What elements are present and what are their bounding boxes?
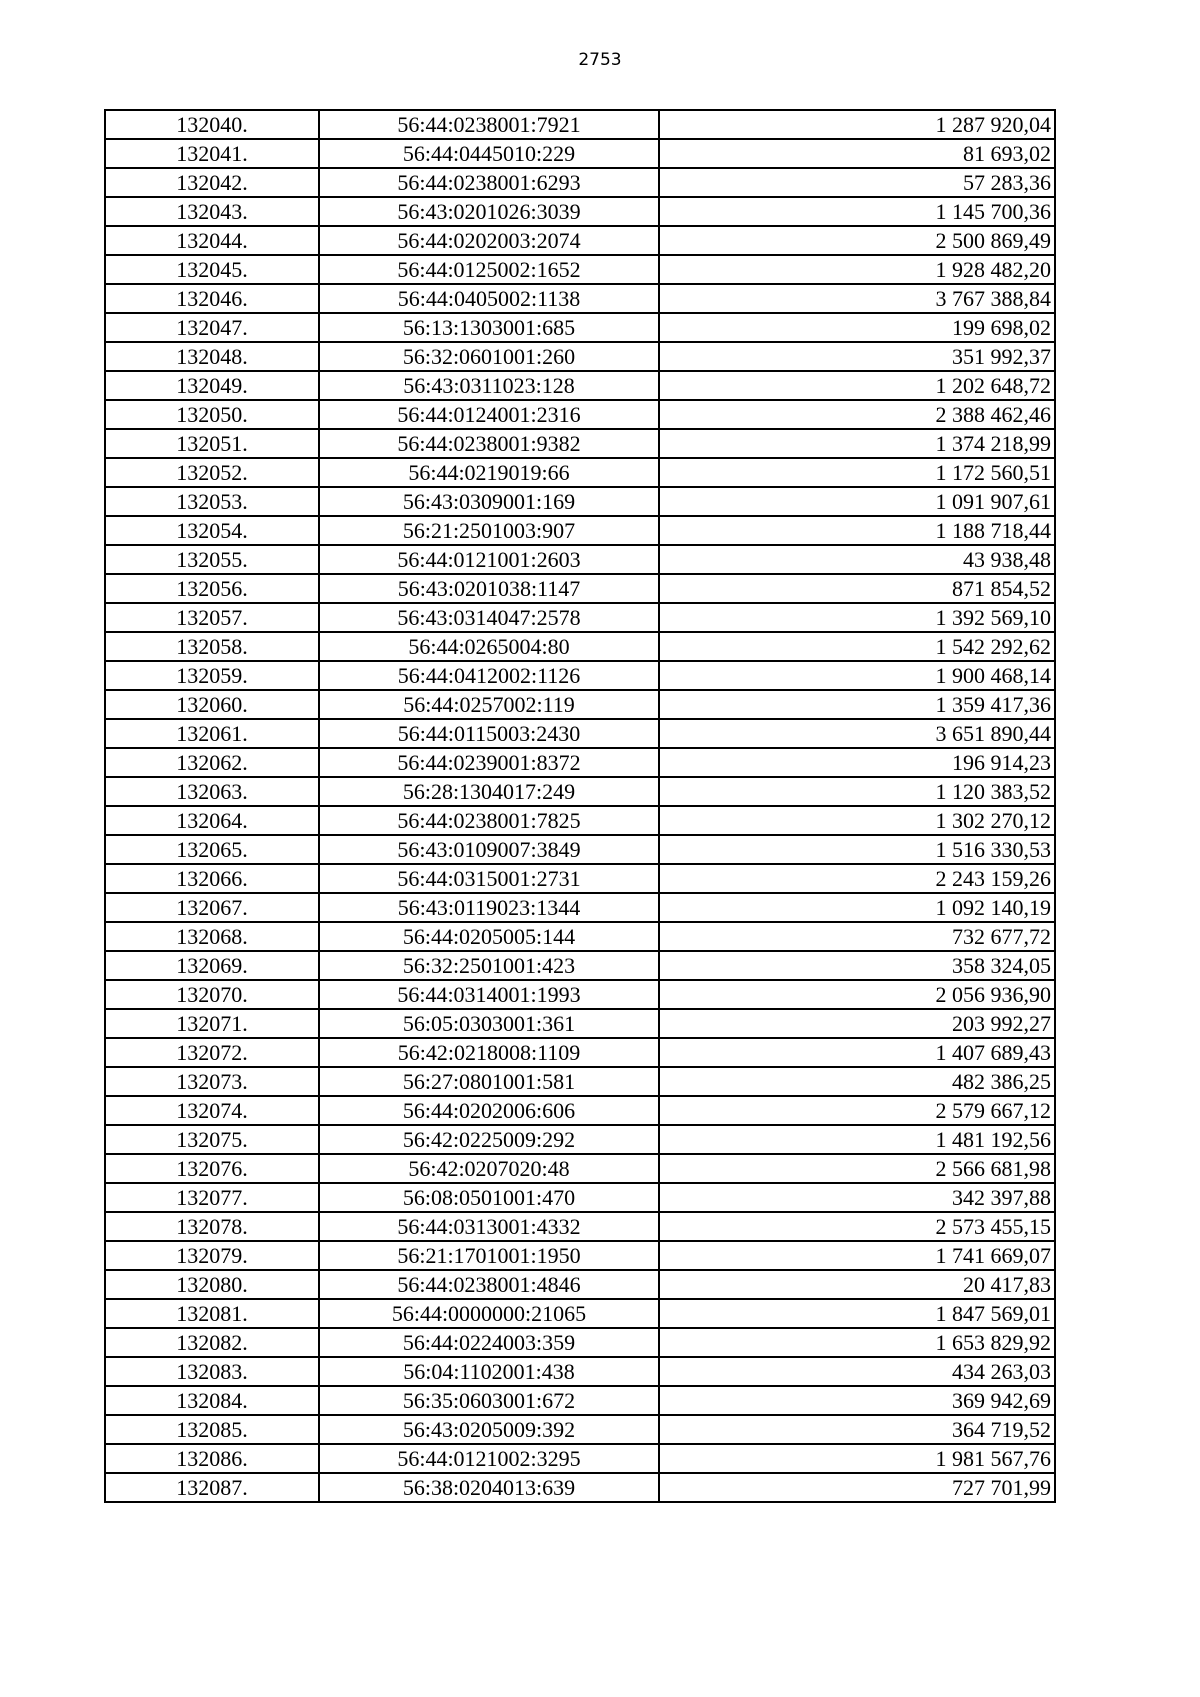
table-row: [105, 1270, 1055, 1299]
row-number-cell: 132073.: [105, 1067, 319, 1096]
value-cell: 3 651 890,44: [659, 719, 1055, 748]
value-cell: 1 287 920,04: [659, 110, 1055, 139]
table-row: [105, 574, 1055, 603]
table-row: [105, 110, 1055, 139]
value-cell: 1 741 669,07: [659, 1241, 1055, 1270]
row-number-cell: 132071.: [105, 1009, 319, 1038]
cadastral-number-cell: 56:32:2501001:423: [319, 951, 659, 980]
cadastral-number-cell: 56:44:0115003:2430: [319, 719, 659, 748]
cadastral-number-cell: 56:44:0219019:66: [319, 458, 659, 487]
table-row: [105, 1183, 1055, 1212]
value-cell: 43 938,48: [659, 545, 1055, 574]
cadastral-number-cell: 56:32:0601001:260: [319, 342, 659, 371]
value-cell: 732 677,72: [659, 922, 1055, 951]
table-row: [105, 632, 1055, 661]
cadastral-number-cell: 56:04:1102001:438: [319, 1357, 659, 1386]
value-cell: 342 397,88: [659, 1183, 1055, 1212]
cadastral-number-cell: 56:35:0603001:672: [319, 1386, 659, 1415]
table-row: [105, 255, 1055, 284]
table-row: [105, 1241, 1055, 1270]
cadastral-number-cell: 56:44:0000000:21065: [319, 1299, 659, 1328]
table-row: [105, 458, 1055, 487]
table-row: [105, 342, 1055, 371]
cadastral-number-cell: 56:43:0119023:1344: [319, 893, 659, 922]
cadastral-number-cell: 56:44:0239001:8372: [319, 748, 659, 777]
table-row: [105, 1473, 1055, 1502]
row-number-cell: 132087.: [105, 1473, 319, 1502]
cadastral-number-cell: 56:44:0121002:3295: [319, 1444, 659, 1473]
row-number-cell: 132053.: [105, 487, 319, 516]
cadastral-number-cell: 56:43:0309001:169: [319, 487, 659, 516]
value-cell: 434 263,03: [659, 1357, 1055, 1386]
cadastral-number-cell: 56:21:2501003:907: [319, 516, 659, 545]
value-cell: 2 243 159,26: [659, 864, 1055, 893]
table-row: [105, 835, 1055, 864]
cadastral-number-cell: 56:42:0207020:48: [319, 1154, 659, 1183]
row-number-cell: 132056.: [105, 574, 319, 603]
table-row: [105, 197, 1055, 226]
cadastral-number-cell: 56:44:0238001:9382: [319, 429, 659, 458]
cadastral-number-cell: 56:05:0303001:361: [319, 1009, 659, 1038]
table-row: [105, 1154, 1055, 1183]
table-row: [105, 1299, 1055, 1328]
cadastral-number-cell: 56:44:0257002:119: [319, 690, 659, 719]
cadastral-number-cell: 56:44:0238001:7921: [319, 110, 659, 139]
table-row: [105, 864, 1055, 893]
cadastral-number-cell: 56:21:1701001:1950: [319, 1241, 659, 1270]
value-cell: 2 500 869,49: [659, 226, 1055, 255]
value-cell: 1 928 482,20: [659, 255, 1055, 284]
table-row: [105, 719, 1055, 748]
row-number-cell: 132047.: [105, 313, 319, 342]
table-row: [105, 284, 1055, 313]
cadastral-number-cell: 56:42:0218008:1109: [319, 1038, 659, 1067]
row-number-cell: 132045.: [105, 255, 319, 284]
cadastral-number-cell: 56:44:0265004:80: [319, 632, 659, 661]
row-number-cell: 132059.: [105, 661, 319, 690]
row-number-cell: 132083.: [105, 1357, 319, 1386]
cadastral-number-cell: 56:44:0314001:1993: [319, 980, 659, 1009]
row-number-cell: 132054.: [105, 516, 319, 545]
table-row: [105, 980, 1055, 1009]
row-number-cell: 132066.: [105, 864, 319, 893]
table-row: [105, 1415, 1055, 1444]
table-row: [105, 806, 1055, 835]
row-number-cell: 132044.: [105, 226, 319, 255]
value-cell: 1 145 700,36: [659, 197, 1055, 226]
value-cell: 727 701,99: [659, 1473, 1055, 1502]
table-row: [105, 922, 1055, 951]
table-row: [105, 1009, 1055, 1038]
cadastral-number-cell: 56:44:0315001:2731: [319, 864, 659, 893]
row-number-cell: 132074.: [105, 1096, 319, 1125]
table-row: [105, 1212, 1055, 1241]
value-cell: 1 407 689,43: [659, 1038, 1055, 1067]
cadastral-number-cell: 56:38:0204013:639: [319, 1473, 659, 1502]
value-cell: 1 120 383,52: [659, 777, 1055, 806]
value-cell: 1 516 330,53: [659, 835, 1055, 864]
value-cell: 871 854,52: [659, 574, 1055, 603]
cadastral-number-cell: 56:43:0311023:128: [319, 371, 659, 400]
table-row: [105, 777, 1055, 806]
cadastral-number-cell: 56:44:0313001:4332: [319, 1212, 659, 1241]
table-row: [105, 545, 1055, 574]
cadastral-number-cell: 56:44:0224003:359: [319, 1328, 659, 1357]
row-number-cell: 132081.: [105, 1299, 319, 1328]
row-number-cell: 132055.: [105, 545, 319, 574]
cadastral-number-cell: 56:42:0225009:292: [319, 1125, 659, 1154]
value-cell: 1 481 192,56: [659, 1125, 1055, 1154]
row-number-cell: 132041.: [105, 139, 319, 168]
row-number-cell: 132069.: [105, 951, 319, 980]
table-row: [105, 371, 1055, 400]
table-row: [105, 661, 1055, 690]
row-number-cell: 132048.: [105, 342, 319, 371]
table-row: [105, 1067, 1055, 1096]
row-number-cell: 132046.: [105, 284, 319, 313]
cadastral-number-cell: 56:44:0125002:1652: [319, 255, 659, 284]
value-cell: 1 172 560,51: [659, 458, 1055, 487]
cadastral-number-cell: 56:43:0109007:3849: [319, 835, 659, 864]
row-number-cell: 132057.: [105, 603, 319, 632]
row-number-cell: 132079.: [105, 1241, 319, 1270]
row-number-cell: 132052.: [105, 458, 319, 487]
value-cell: 351 992,37: [659, 342, 1055, 371]
cadastral-number-cell: 56:44:0445010:229: [319, 139, 659, 168]
value-cell: 2 388 462,46: [659, 400, 1055, 429]
row-number-cell: 132077.: [105, 1183, 319, 1212]
cadastral-number-cell: 56:13:1303001:685: [319, 313, 659, 342]
cadastral-number-cell: 56:43:0201026:3039: [319, 197, 659, 226]
row-number-cell: 132061.: [105, 719, 319, 748]
cadastral-number-cell: 56:44:0238001:7825: [319, 806, 659, 835]
row-number-cell: 132080.: [105, 1270, 319, 1299]
value-cell: 1 188 718,44: [659, 516, 1055, 545]
table-row: [105, 1038, 1055, 1067]
cadastral-number-cell: 56:44:0412002:1126: [319, 661, 659, 690]
row-number-cell: 132075.: [105, 1125, 319, 1154]
table-row: [105, 1125, 1055, 1154]
cadastral-number-cell: 56:44:0205005:144: [319, 922, 659, 951]
table-row: [105, 603, 1055, 632]
cadastral-number-cell: 56:44:0202003:2074: [319, 226, 659, 255]
table-row: [105, 429, 1055, 458]
row-number-cell: 132085.: [105, 1415, 319, 1444]
cadastral-number-cell: 56:44:0238001:6293: [319, 168, 659, 197]
cadastral-number-cell: 56:44:0202006:606: [319, 1096, 659, 1125]
table-body: [105, 110, 1055, 1502]
value-cell: 369 942,69: [659, 1386, 1055, 1415]
value-cell: 1 900 468,14: [659, 661, 1055, 690]
cadastral-number-cell: 56:27:0801001:581: [319, 1067, 659, 1096]
row-number-cell: 132068.: [105, 922, 319, 951]
cadastral-number-cell: 56:44:0124001:2316: [319, 400, 659, 429]
value-cell: 81 693,02: [659, 139, 1055, 168]
table-row: [105, 139, 1055, 168]
cadastral-number-cell: 56:44:0121001:2603: [319, 545, 659, 574]
row-number-cell: 132064.: [105, 806, 319, 835]
value-cell: 2 573 455,15: [659, 1212, 1055, 1241]
table-row: [105, 313, 1055, 342]
value-cell: 2 566 681,98: [659, 1154, 1055, 1183]
row-number-cell: 132086.: [105, 1444, 319, 1473]
value-cell: 2 579 667,12: [659, 1096, 1055, 1125]
cadastral-number-cell: 56:43:0205009:392: [319, 1415, 659, 1444]
value-cell: 1 542 292,62: [659, 632, 1055, 661]
value-cell: 199 698,02: [659, 313, 1055, 342]
table-row: [105, 516, 1055, 545]
table-row: [105, 748, 1055, 777]
value-cell: 57 283,36: [659, 168, 1055, 197]
value-cell: 1 091 907,61: [659, 487, 1055, 516]
value-cell: 3 767 388,84: [659, 284, 1055, 313]
value-cell: 20 417,83: [659, 1270, 1055, 1299]
row-number-cell: 132076.: [105, 1154, 319, 1183]
table-row: [105, 168, 1055, 197]
cadastral-number-cell: 56:44:0405002:1138: [319, 284, 659, 313]
value-cell: 1 981 567,76: [659, 1444, 1055, 1473]
value-cell: 1 359 417,36: [659, 690, 1055, 719]
value-cell: 1 374 218,99: [659, 429, 1055, 458]
value-cell: 1 092 140,19: [659, 893, 1055, 922]
page-number: 2753: [578, 50, 622, 70]
row-number-cell: 132084.: [105, 1386, 319, 1415]
cadastral-number-cell: 56:08:0501001:470: [319, 1183, 659, 1212]
table-row: [105, 1328, 1055, 1357]
value-cell: 1 392 569,10: [659, 603, 1055, 632]
table-row: [105, 893, 1055, 922]
value-cell: 203 992,27: [659, 1009, 1055, 1038]
table-row: [105, 1357, 1055, 1386]
row-number-cell: 132058.: [105, 632, 319, 661]
row-number-cell: 132070.: [105, 980, 319, 1009]
table-row: [105, 400, 1055, 429]
row-number-cell: 132060.: [105, 690, 319, 719]
value-cell: 196 914,23: [659, 748, 1055, 777]
cadastral-number-cell: 56:44:0238001:4846: [319, 1270, 659, 1299]
row-number-cell: 132040.: [105, 110, 319, 139]
value-cell: 2 056 936,90: [659, 980, 1055, 1009]
cadastral-number-cell: 56:43:0314047:2578: [319, 603, 659, 632]
table-row: [105, 1096, 1055, 1125]
row-number-cell: 132072.: [105, 1038, 319, 1067]
value-cell: 1 202 648,72: [659, 371, 1055, 400]
value-cell: 1 847 569,01: [659, 1299, 1055, 1328]
value-cell: 364 719,52: [659, 1415, 1055, 1444]
row-number-cell: 132078.: [105, 1212, 319, 1241]
value-cell: 1 653 829,92: [659, 1328, 1055, 1357]
value-cell: 1 302 270,12: [659, 806, 1055, 835]
row-number-cell: 132082.: [105, 1328, 319, 1357]
table-row: [105, 487, 1055, 516]
table-row: [105, 951, 1055, 980]
row-number-cell: 132042.: [105, 168, 319, 197]
row-number-cell: 132065.: [105, 835, 319, 864]
table-row: [105, 1444, 1055, 1473]
data-table: [104, 109, 1056, 1503]
cadastral-number-cell: 56:43:0201038:1147: [319, 574, 659, 603]
cadastral-number-cell: 56:28:1304017:249: [319, 777, 659, 806]
row-number-cell: 132067.: [105, 893, 319, 922]
row-number-cell: 132043.: [105, 197, 319, 226]
row-number-cell: 132049.: [105, 371, 319, 400]
table-row: [105, 226, 1055, 255]
row-number-cell: 132062.: [105, 748, 319, 777]
table-row: [105, 690, 1055, 719]
value-cell: 358 324,05: [659, 951, 1055, 980]
row-number-cell: 132050.: [105, 400, 319, 429]
value-cell: 482 386,25: [659, 1067, 1055, 1096]
row-number-cell: 132063.: [105, 777, 319, 806]
row-number-cell: 132051.: [105, 429, 319, 458]
table-row: [105, 1386, 1055, 1415]
